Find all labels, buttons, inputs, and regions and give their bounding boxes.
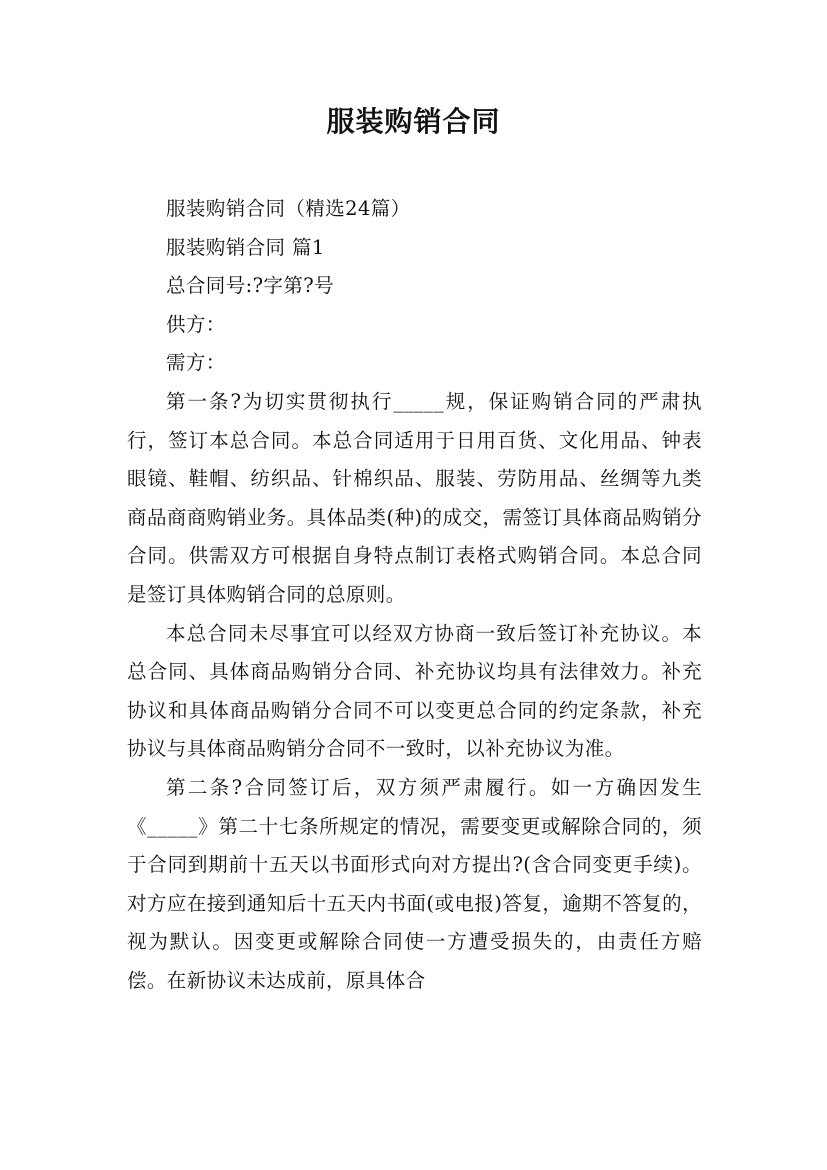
contract-number-line: 总合同号:?字第?号 (166, 274, 334, 298)
subtitle-line: 服装购销合同（精选24篇） (166, 197, 411, 220)
section-heading: 服装购销合同 篇1 (166, 235, 325, 259)
document-body (127, 190, 702, 1000)
supplier-line: 供方： (166, 312, 226, 336)
supplementary-paragraph: 本总合同未尽事宜可以经双方协商一致后签订补充协议。本总合同、具体商品购销分合同、补充协议均具有法律效力。补充协议和具体商品购销分合同不可以变更总合同的约定条款，补充协议与具体商品购销分合同不一致时，以补充协议为准。 (127, 621, 702, 761)
article-2-paragraph: 第二条?合同签订后，双方须严肃履行。如一方确因发生《_____》第二十七条所规定的情况，需要变更或解除合同的，须于合同到期前十五天以书面形式向对方提出?(含合同变更手续)。对方应在接到通知后十五天内书面(或电报)答复，逾期不答复的，视为默认。因变更或解除合同使一方遭受损失的，由责任方赔偿。在新协议未达成前，原具体合 (127, 775, 702, 992)
buyer-line: 需方： (166, 351, 226, 375)
document-title: 服装购销合同 (326, 105, 501, 138)
article-1-paragraph: 第一条?为切实贯彻执行_____规，保证购销合同的严肃执行，签订本总合同。本总合同适用于日用百货、文化用品、钟表眼镜、鞋帽、纺织品、针棉织品、服装、劳防用品、丝绸等九类商品商商购销业务。具体品类(种)的成交，需签订具体商品购销分合同。供需双方可根据自身特点制订表格式购销合同。本总合同是签订具体购销合同的总原则。 (127, 389, 702, 606)
